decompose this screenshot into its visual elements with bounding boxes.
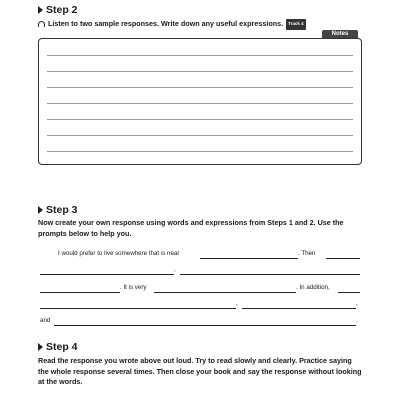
answer-blank[interactable] <box>180 274 360 275</box>
answer-blank[interactable] <box>40 292 120 293</box>
prompt-text: . Then <box>298 250 316 257</box>
prompt-text: . In addition, <box>296 284 330 291</box>
ruled-line <box>47 55 353 56</box>
prompt-text: . <box>356 317 358 324</box>
answer-blank[interactable] <box>40 274 174 275</box>
answer-blank[interactable] <box>338 292 360 293</box>
step3-heading-text: Step 3 <box>46 204 78 216</box>
prompt-text: , <box>356 300 358 307</box>
answer-blank[interactable] <box>326 258 360 259</box>
answer-blank[interactable] <box>54 325 356 326</box>
step2-heading-text: Step 2 <box>46 4 78 16</box>
ruled-line <box>47 135 353 136</box>
prompt-text: , <box>236 300 238 307</box>
notes-tab: Notes <box>322 30 358 39</box>
ruled-line <box>47 87 353 88</box>
headphones-icon <box>38 21 45 27</box>
step3-heading <box>38 204 78 216</box>
step2-instruction-text: Listen to two sample responses. Write down any useful expressions. <box>48 19 284 28</box>
step4-heading <box>38 341 78 353</box>
answer-blank[interactable] <box>200 258 298 259</box>
prompt-text: and <box>40 317 51 324</box>
step2-instruction <box>38 19 368 30</box>
answer-blank[interactable] <box>154 292 296 293</box>
prompt-text: . It is very <box>120 284 147 291</box>
step4-heading-text: Step 4 <box>46 341 78 353</box>
answer-blank[interactable] <box>40 308 236 309</box>
answer-blank[interactable] <box>242 308 356 309</box>
triangle-bullet-icon <box>38 206 43 214</box>
step4-instruction: Read the response you wrote above out loud. Try to read slowly and clearly. Practice saying the whole response several times. Then close your book and say the response without looking at the words. <box>38 356 362 386</box>
triangle-bullet-icon <box>38 343 43 351</box>
ruled-line <box>47 103 353 104</box>
notes-box <box>38 38 362 165</box>
track-badge: Track 4 <box>286 19 306 30</box>
prompt-text: I would prefer to live somewhere that is near <box>58 250 180 257</box>
prompt-text: , <box>174 266 176 273</box>
triangle-bullet-icon <box>38 6 43 14</box>
step2-heading <box>38 4 78 16</box>
ruled-line <box>47 151 353 152</box>
step3-instruction: Now create your own response using words and expressions from Steps 1 and 2. Use the prompts below to help you. <box>38 218 344 238</box>
ruled-line <box>47 119 353 120</box>
ruled-line <box>47 71 353 72</box>
